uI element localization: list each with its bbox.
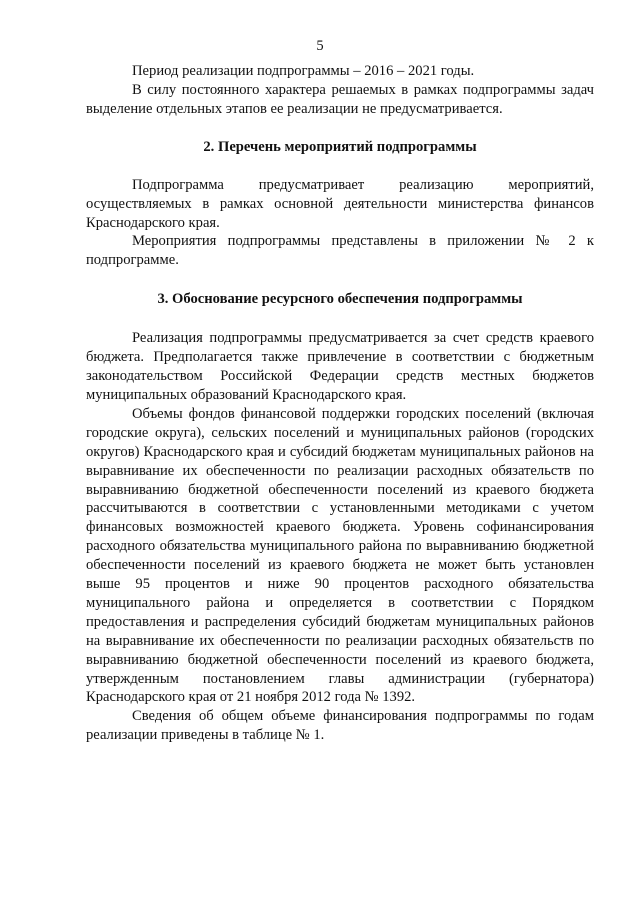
spacer: [86, 119, 594, 138]
page-number: 5: [316, 38, 324, 54]
paragraph-support-funds: Объемы фондов финансовой поддержки городских поселений (включая городские округа), сельских поселений и муниципальных районов (городских округов) Краснодарского края и субсидий бюджетам муниципальных районов на выравнивание их обеспеченности по реализации расходных обязательств по выравниванию бюджетной обеспеченности поселений из краевого бюджета рассчитываются в соответствии с установленными методиками с учетом финансовых возможностей краевого бюджета. Уровень софинансирования расходного обязательства муниципального района по выравниванию бюджетной обеспеченности поселений из краевого бюджета не может быть установлен выше 95 процентов и ниже 90 процентов расходного обязательства муниципального района и определяется в соответствии с Порядком предоставления и распределения субсидий бюджетам муниципальных районов на выравнивание их обеспеченности по реализации расходных обязательств по выравниванию бюджетной обеспеченности поселений из краевого бюджета, утвержденным постановлением главы администрации (губернатора) Краснодарского края от 21 ноября 2012 года № 1392.: [86, 405, 594, 706]
paragraph-funding-sources: Реализация подпрограммы предусматривается за счет средств краевого бюджета. Предполагается также привлечение в соответствии с бюджетным законодательством Российской Федерации средств местных бюджетов муниципальных образований Краснодарского края.: [86, 330, 594, 403]
paragraph-stages: В силу постоянного характера решаемых в рамках подпрограммы задач выделение отдельных этапов ее реализации не предусматривается.: [86, 81, 594, 117]
section-heading-3: 3. Обоснование ресурсного обеспечения подпрограммы: [157, 291, 523, 308]
section-heading-2: 2. Перечень мероприятий подпрограммы: [203, 138, 477, 155]
paragraph-implementation-period: Период реализации подпрограммы – 2016 – 2021 годы.: [132, 63, 475, 79]
spacer: [86, 309, 594, 329]
spacer: [86, 157, 594, 176]
paragraph-table-reference: Сведения об общем объеме финансирования подпрограммы по годам реализации приведены в таблице № 1.: [86, 708, 594, 744]
paragraph-activities: Подпрограмма предусматривает реализацию мероприятий, осуществляемых в рамках основной деятельности министерства финансов Краснодарского края.: [86, 176, 594, 231]
paragraph-appendix-reference: Мероприятия подпрограммы представлены в приложении № 2 к подпрограмме.: [86, 233, 594, 269]
spacer: [86, 270, 594, 290]
document-body: [86, 62, 594, 745]
